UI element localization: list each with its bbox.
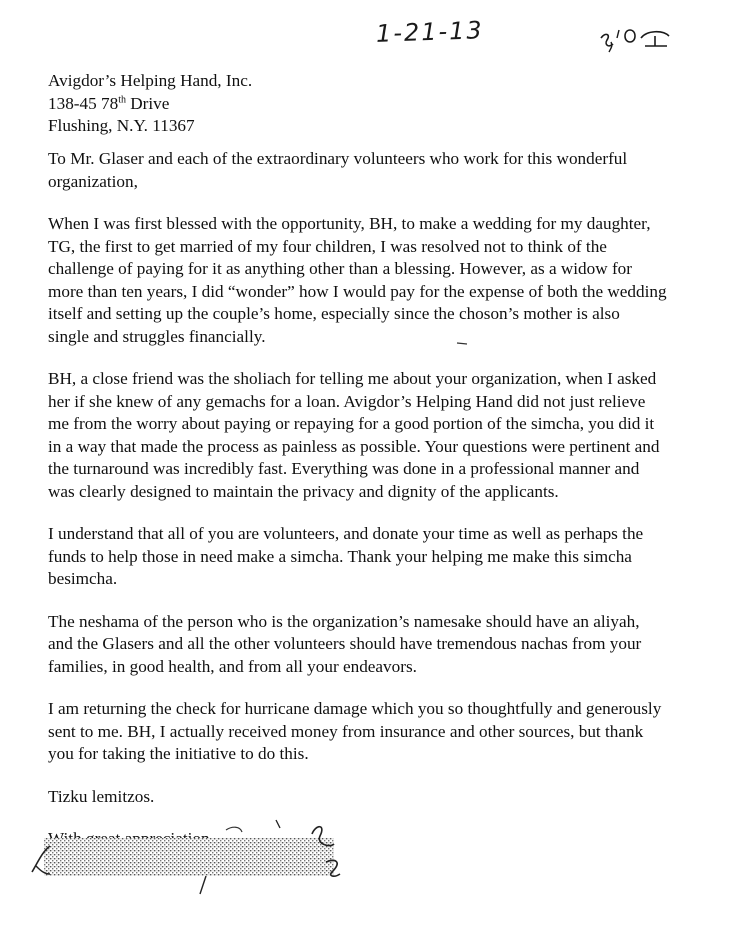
salutation-line: To Mr. Glaser and each of the extraordinary volunteers who work for this wonderful [48, 149, 628, 168]
paragraph-line: the turnaround was incredibly fast. Everything was done in a professional manner and [48, 459, 640, 478]
salutation [48, 148, 718, 193]
handwritten-hebrew-mark [595, 22, 675, 56]
paragraph-line: I am returning the check for hurricane damage which you so thoughtfully and generously [48, 699, 662, 718]
address-street-ordinal: th [118, 93, 126, 105]
paragraph-line: BH, a close friend was the sholiach for telling me about your organization, when I asked [48, 369, 657, 388]
paragraph-line: I understand that all of you are volunteers, and donate your time as well as perhaps the [48, 524, 644, 543]
paragraph-line: challenge of paying for it as anything other than a blessing. However, as a widow for [48, 259, 632, 278]
paragraph-line: Tizku lemitzos. [48, 786, 155, 806]
paragraph-line: you for taking the initiative to do this. [48, 744, 309, 763]
letter-body [48, 148, 718, 851]
address-street-name: Drive [125, 93, 170, 113]
address-line-street [48, 93, 252, 116]
paragraph-line: When I was first blessed with the opportunity, BH, to make a wedding for my daughter, [48, 214, 651, 233]
paragraph-line: families, in good health, and from all your endeavors. [48, 656, 417, 676]
paragraph-line: besimcha. [48, 569, 118, 588]
paragraph-wedding [48, 213, 718, 348]
paragraph-volunteers [48, 523, 718, 591]
paragraph-hurricane-check [48, 698, 718, 766]
paragraph-line: itself and setting up the couple’s home, especially since the choson’s mother is also [48, 304, 620, 323]
stray-pen-mark [456, 340, 468, 346]
address-line-city: Flushing, N.Y. 11367 [48, 116, 195, 135]
paragraph-line: single and struggles financially. [48, 326, 266, 346]
paragraph-line: TG, the first to get married of my four children, I was resolved not to think of the [48, 236, 607, 256]
paragraph-line: and the Glasers and all the other volunteers should have tremendous nachas from your [48, 634, 642, 653]
paragraph-organization [48, 368, 718, 503]
paragraph-blessing [48, 786, 718, 809]
paragraph-line: me from the worry about paying or repaying for a good portion of the simcha, you did it [48, 414, 655, 433]
recipient-address [48, 70, 252, 138]
paragraph-line: in a way that made the process as painless as possible. Your questions were pertinent and [48, 436, 660, 456]
redacted-signature [30, 818, 360, 896]
paragraph-neshama [48, 611, 718, 679]
paragraph-line: funds to help those in need make a simcha. Thank your helping me make this simcha [48, 546, 632, 566]
address-street-number: 138-45 78 [48, 93, 119, 113]
address-line-org: Avigdor’s Helping Hand, Inc. [48, 71, 253, 90]
paragraph-line: sent to me. BH, I actually received money from insurance and other sources, but thank [48, 721, 644, 741]
paragraph-line: was clearly designed to maintain the privacy and dignity of the applicants. [48, 481, 559, 501]
salutation-line: organization, [48, 171, 138, 191]
paragraph-line: The neshama of the person who is the organization’s namesake should have an aliyah, [48, 611, 640, 631]
paragraph-line: more than ten years, I did “wonder” how I would pay for the expense of both the wedding [48, 281, 667, 301]
paragraph-line: her if she knew of any gemachs for a loan. Avigdor’s Helping Hand did not just relieve [48, 391, 646, 411]
handwritten-date: 1-21-13 [375, 16, 485, 48]
